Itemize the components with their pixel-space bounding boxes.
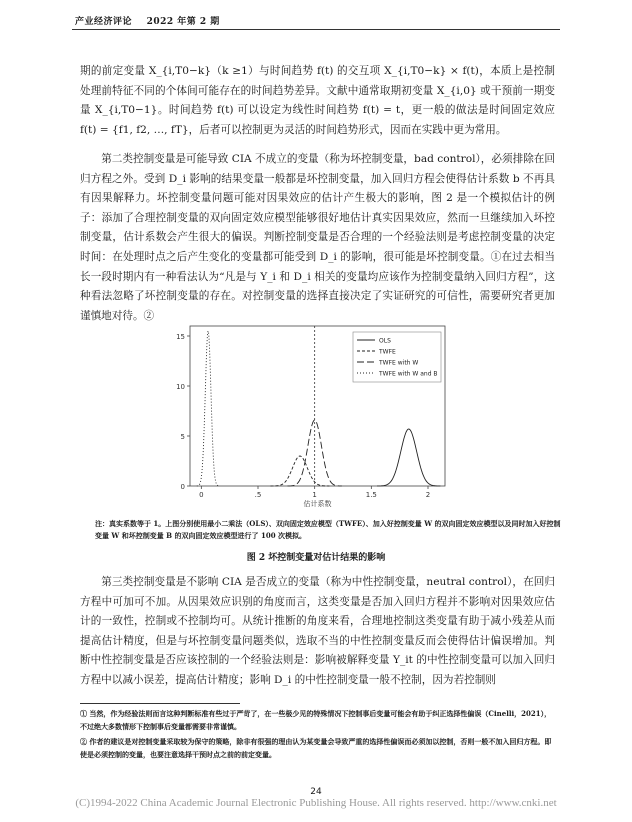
copyright-notice: (C)1994-2022 China Academic Journal Electronic Publishing House. All rights reserved. http://www.cnki.net [75,797,557,809]
y-tick-label: 0 [180,483,185,491]
legend-label: OLS [379,337,391,345]
x-tick-label: 2 [425,491,431,499]
issue-number: 2022 年第 2 期 [146,17,220,27]
legend-label: TWFE with W and B [379,370,438,378]
figure-2-density-plot [160,318,455,508]
paragraph-1: 期的前定变量 X_{i,T0−k}（k ≥1）与时间趋势 f(t) 的交互项 X_{i,T0−k} × f(t)，本质上是控制处理前特征不同的个体间可能存在的时间趋势差异。文献中通常取期初变量 X_{i,0} 或干预前一期变量 X_{i,T0−1}。时间趋势 f(t) 可以设定为线性时间趋势 f(t) = t，更一般的做法是时间固定效应 f(t) = {f1, f2, …, fT}，后者可以控制更为灵活的时间趋势形式，因而在实践中更为常用。 [80,65,555,136]
figure-note: 注：真实系数等于 1。上图分别使用最小二乘法（OLS）、双向固定效应模型（TWFE）、加入好控制变量 W 的双向固定效应模型以及同时加入好控制变量 W 和坏控制变量 B 的双向固定效应模型进行了 100 次模拟。 [95,519,561,540]
x-tick-label: 0 [199,491,204,499]
y-tick-label: 15 [176,333,185,341]
figure-caption: 图 2 坏控制变量对估计结果的影响 [246,553,386,563]
paragraph-2: 第二类控制变量是可能导致 CIA 不成立的变量（称为坏控制变量，bad control），必须排除在回归方程之外。受到 D_i 影响的结果变量一般都是坏控制变量，加入回归方程会使得估计系数 b 不再具有因果解释力。坏控制变量问题可能对因果效应的估计产生极大的影响，图 2 是一个模拟估计的例子：添加了合理控制变量的双向固定效应模型能够很好地估计真实因果效应，然而一旦继续加入坏控制变量，估计系数会产生很大的偏误。判断控制变量是否合理的一个经验法则是考虑控制变量的决定时间：在处理时点之后产生变化的变量都可能受到 D_i 的影响，很可能是坏控制变量。①在过去相当长一段时期内有一种看法认为“凡是与 Y_i 和 D_i 相关的变量均应该作为控制变量纳入回归方程”，这种看法忽略了坏控制变量的存在。对控制变量的选择直接决定了实证研究的可信性，需要研究者更加谨慎地对待。② [80,153,555,322]
running-header [75,14,220,27]
footnote-rule [80,703,240,704]
x-tick-label: 1.5 [365,491,377,499]
header-rule [72,29,560,30]
legend-label: TWFE [379,348,396,356]
chart-canvas [160,318,455,508]
series-line-twfe-with-w-and-b [197,331,220,486]
series-line-twfe [270,456,329,486]
footnote-1: ① 当然，作为经验法则而言这种判断标准有些过于严苛了，在一些极少见的特殊情况下控制事后变量可能会有助于纠正选择性偏误（Cinelli，2021），不过绝大多数情形下控制事后变量都需要非常谨慎。 [80,709,552,731]
x-axis-label: 估计系数 [303,500,332,508]
y-tick-label: 10 [176,383,185,391]
page-number: 24 [310,787,322,797]
footnotes [80,708,555,764]
footnote-2: ② 作者的建议是对控制变量采取较为保守的策略，除非有很强的理由认为某变量会导致严重的选择性偏误而必须加以控制，否则一般不加入回归方程。即使是必须控制的变量，也要注意选择干预时点之前的前定变量。 [80,737,552,759]
journal-name: 产业经济评论 [75,17,133,27]
x-tick-label: .5 [254,491,262,499]
paragraph-3: 第三类控制变量是不影响 CIA 是否成立的变量（称为中性控制变量，neutral control），在回归方程中可加可不加。从因果效应识别的角度而言，这类变量是否加入回归方程并不影响对因果效应估计的一致性，控制或不控制均可。从统计推断的角度来看，合理地控制这类变量有助于减小残差从而提高估计精度，但是与坏控制变量问题类似，选取不当的中性控制变量反而会使得估计偏误增加。判断中性控制变量是否应该控制的一个经验法则是：影响被解释变量 Y_it 的中性控制变量可以加入回归方程中以减小误差，提高估计精度；影响 D_i 的中性控制变量一般不控制，因为若控制则 [80,576,555,686]
x-tick-label: 1 [312,491,317,499]
legend-label: TWFE with W [379,359,419,367]
series-line-ols [377,429,440,486]
y-tick-label: 5 [180,433,185,441]
series-line-twfe-with-w [287,420,341,486]
